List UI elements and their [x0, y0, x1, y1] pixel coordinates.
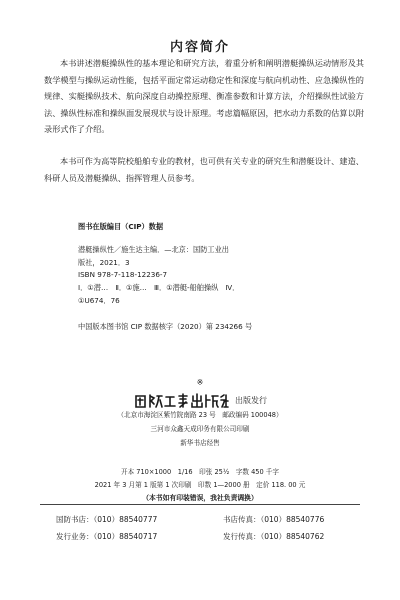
cip-heading: 图书在版编目（CIP）数据: [78, 222, 164, 231]
intro-paragraph-1: 本书讲述潜艇操纵性的基本理论和研究方法，着重分析和阐明潜艇操纵运动情形及其数学模型与操纵运动性能，包括平面定常运动稳定性和深度与航向机动性、应急操纵性的规律、实艇操纵技术、航向深度自动操控原理、衡准参数和计算方法，介绍操纵性试验方法、操纵性标准和操纵面发展现状与设计原理。考虑篇幅原因，把水动力系数的估算以附录形式作了介绍。: [44, 58, 364, 134]
seller-line: 新华书店经售: [180, 439, 220, 447]
intro-paragraph-2: 本书可作为高等院校船舶专业的教材，也可供有关专业的研究生和潜艇设计、建造、科研人员及潜艇操纵、指挥管理人员参考。: [44, 156, 364, 183]
publisher-row: [0, 390, 400, 410]
star-separator: ※: [196, 378, 204, 387]
replacement-notice: （本书如有印装错误，我社负责调换）: [142, 494, 258, 502]
cip-classification: [78, 282, 368, 307]
publisher-address: （北京市海淀区紫竹院南路 23 号 邮政编码 100048）: [117, 411, 283, 419]
divider: [40, 504, 360, 505]
edition-line: 2021 年 3 月第 1 版第 1 次印刷 印数 1—2000 册 定价 118. 00 元: [94, 481, 306, 489]
cip-record: [78, 244, 368, 282]
cip-isbn-line: ISBN 978-7-118-12236-7: [78, 270, 168, 279]
cip-class-line-1: Ⅰ．①潜… Ⅱ．①施… Ⅲ．①潜艇-船舶操纵 Ⅳ．: [78, 283, 240, 292]
cip-class-line-2: ①U674．76: [78, 295, 120, 305]
contact-distribution-fax: 发行传真：（010）88540762: [223, 532, 325, 541]
contact-order-fax: 书店传真：（010）88540776: [223, 515, 325, 524]
contact-bookstore: 国防书店：（010）88540777: [56, 515, 158, 524]
cip-publisher-line: 版社，2021．3: [78, 257, 130, 267]
format-spec: 开本 710×1000 1/16 印张 25½ 字数 450 千字: [121, 468, 279, 476]
cip-number: 中国版本图书馆 CIP 数据核字（2020）第 234266 号: [78, 322, 253, 331]
page-title: 内容简介: [169, 40, 230, 55]
cip-title-line: 潜艇操纵性／施生达主编．—北京：国防工业出: [78, 245, 229, 254]
contact-sales: 发行业务：（010）88540717: [56, 532, 158, 541]
publisher-suffix: 出版发行: [235, 396, 267, 405]
publisher-logo-icon: [133, 392, 229, 410]
printer-line: 三河市众鑫天成印务有限公司印刷: [150, 425, 250, 433]
